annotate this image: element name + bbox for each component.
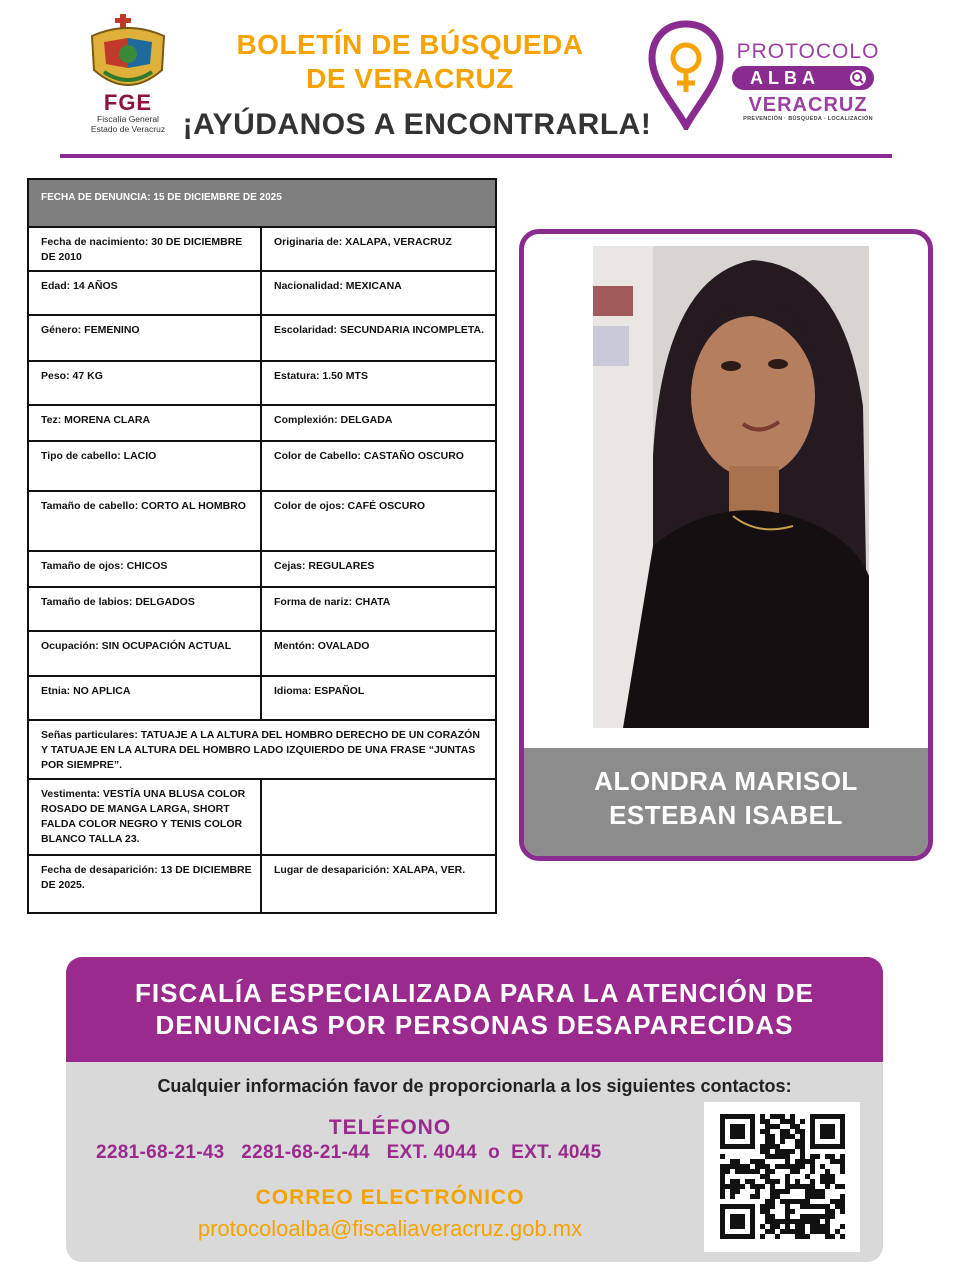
fge-line2: Estado de Veracruz — [90, 124, 166, 134]
disappearance-place: Lugar de desaparición: XALAPA, VER. — [261, 855, 496, 913]
table-cell: Idioma: ESPAÑOL — [261, 676, 496, 720]
header-divider — [60, 154, 892, 158]
help-find-subtitle: ¡AYÚDANOS A ENCONTRARLA! — [182, 108, 652, 141]
clothing-empty-cell — [261, 779, 496, 855]
person-name-line2: ESTEBAN ISABEL — [609, 800, 843, 830]
fge-abbrev: FGE — [103, 90, 153, 115]
table-cell: Etnia: NO APLICA — [28, 676, 261, 720]
table-cell: Tamaño de cabello: CORTO AL HOMBRO — [28, 491, 261, 551]
table-cell: Edad: 14 AÑOS — [28, 271, 261, 315]
table-cell: Estatura: 1.50 MTS — [261, 361, 496, 405]
table-cell: Peso: 47 KG — [28, 361, 261, 405]
search-icon — [850, 70, 866, 86]
alba-pill — [732, 66, 874, 90]
person-name-box — [524, 748, 928, 856]
table-cell: Nacionalidad: MEXICANA — [261, 271, 496, 315]
table-cell: Ocupación: SIN OCUPACIÓN ACTUAL — [28, 631, 261, 676]
table-cell: Mentón: OVALADO — [261, 631, 496, 676]
table-cell: Fecha de nacimiento: 30 DE DICIEMBRE DE 2010 — [28, 227, 261, 271]
particular-signs: Señas particulares: TATUAJE A LA ALTURA DEL HOMBRO DERECHO DE UN CORAZÓN Y TATUAJE EN LA ALTURA DEL HOMBRO LADO IZQUIERDO DE UNA FRASE “JUNTAS POR SIEMPRE”. — [28, 720, 496, 779]
table-cell: Tamaño de ojos: CHICOS — [28, 551, 261, 587]
agency-line1: FISCALÍA ESPECIALIZADA PARA LA ATENCIÓN DE — [135, 978, 814, 1008]
phone-label: TELÉFONO — [328, 1116, 452, 1139]
contact-intro: Cualquier información favor de proporcionarla a los siguientes contactos: — [157, 1076, 792, 1096]
table-cell: Cejas: REGULARES — [261, 551, 496, 587]
clothing: Vestimenta: VESTÍA UNA BLUSA COLOR ROSADO DE MANGA LARGA, SHORT FALDA COLOR NEGRO Y TENIS COLOR BLANCO TALLA 23. — [28, 779, 261, 855]
fge-line1: Fiscalía General — [97, 114, 159, 124]
table-cell: Color de ojos: CAFÉ OSCURO — [261, 491, 496, 551]
agency-banner — [66, 957, 883, 1062]
veracruz-label: VERACRUZ — [748, 94, 868, 116]
protocol-tagline: PREVENCIÓN · BÚSQUEDA · LOCALIZACIÓN — [743, 116, 873, 122]
missing-person-photo — [593, 246, 869, 728]
qr-code[interactable] — [704, 1102, 860, 1252]
table-cell: Originaria de: XALAPA, VERACRUZ — [261, 227, 496, 271]
table-cell: Género: FEMENINO — [28, 315, 261, 361]
email-link[interactable]: protocoloalba@fiscaliaveracruz.gob.mx — [197, 1216, 583, 1241]
table-cell: Tez: MORENA CLARA — [28, 405, 261, 441]
table-cell: Complexión: DELGADA — [261, 405, 496, 441]
agency-line2: DENUNCIAS POR PERSONAS DESAPARECIDAS — [155, 1010, 794, 1040]
alba-label: ALBA — [750, 68, 820, 88]
table-cell: Forma de nariz: CHATA — [261, 587, 496, 631]
table-cell: Color de Cabello: CASTAÑO OSCURO — [261, 441, 496, 491]
bulletin-title-line1: BOLETÍN DE BÚSQUEDA — [236, 29, 584, 60]
missing-person-details-table — [27, 178, 497, 914]
email-label: CORREO ELECTRÓNICO — [255, 1186, 525, 1209]
phone-numbers[interactable]: 2281-68-21-43 2281-68-21-44 EXT. 4044 o EXT. 4045 — [96, 1142, 602, 1163]
photo-card — [519, 229, 933, 861]
bulletin-title — [200, 28, 620, 96]
table-cell: Tamaño de labios: DELGADOS — [28, 587, 261, 631]
protocol-label: PROTOCOLO — [736, 40, 880, 63]
table-cell: Tipo de cabello: LACIO — [28, 441, 261, 491]
disappearance-date: Fecha de desaparición: 13 DE DICIEMBRE DE 2025. — [28, 855, 261, 913]
bulletin-title-line2: DE VERACRUZ — [306, 63, 514, 94]
person-name-line1: ALONDRA MARISOL — [594, 766, 858, 796]
table-cell: Escolaridad: SECUNDARIA INCOMPLETA. — [261, 315, 496, 361]
female-pin-icon — [648, 20, 724, 130]
report-date: FECHA DE DENUNCIA: 15 DE DICIEMBRE DE 2025 — [28, 179, 496, 227]
